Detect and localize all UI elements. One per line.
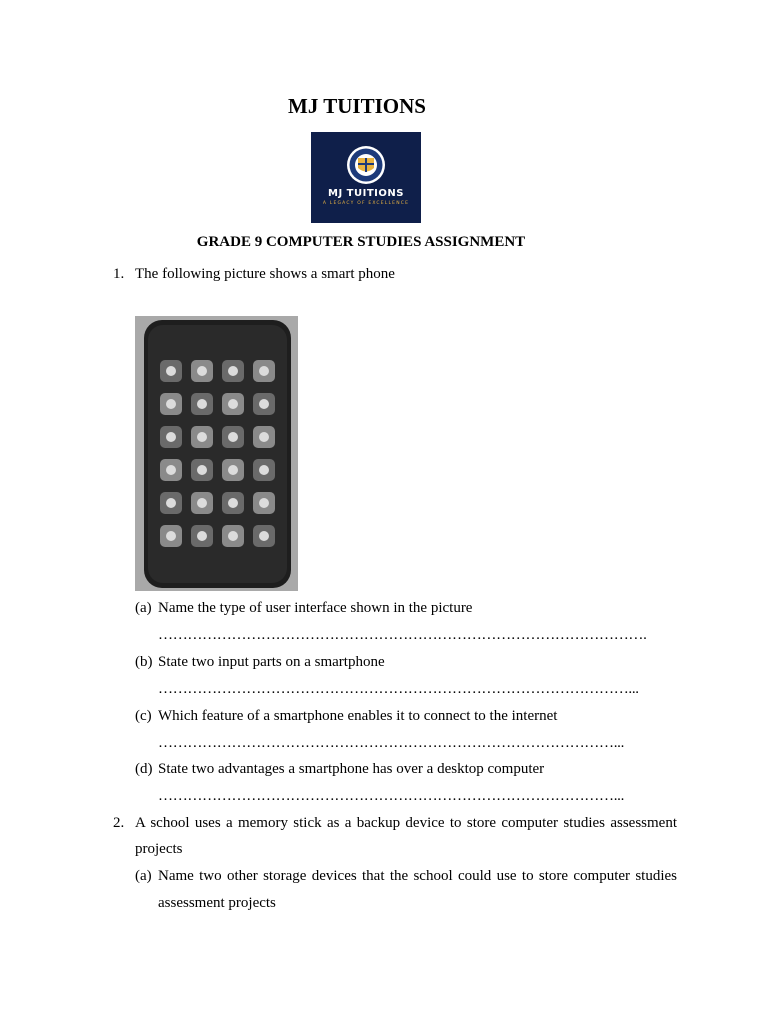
app-icon-glyph [197,432,207,442]
app-icon-glyph [259,399,269,409]
app-icon-glyph [228,432,238,442]
app-icon-glyph [228,366,238,376]
q1b-label: (b) [135,654,153,670]
q2a-label: (a) [135,868,152,884]
question-1-text: The following picture shows a smart phone [135,266,395,282]
q1d-label: (d) [135,761,153,777]
logo-tagline: A LEGACY OF EXCELLENCE [322,201,410,206]
app-icon-glyph [259,531,269,541]
q1b-answer-line[interactable]: ……………………………………………………………………………………... [158,681,639,697]
app-icon-glyph [166,432,176,442]
smartphone-image [135,316,298,591]
q1b-text: State two input parts on a smartphone [158,654,385,670]
app-icon-glyph [259,465,269,475]
app-icon-glyph [259,498,269,508]
q2a-text-line1: Name two other storage devices that the school could use to store computer studies [158,868,677,884]
app-icon-glyph [166,531,176,541]
question-2-text-line1: A school uses a memory stick as a backup device to store computer studies assessment [135,815,677,831]
q1a-text: Name the type of user interface shown in the picture [158,600,473,616]
app-icon-glyph [166,498,176,508]
school-logo [311,132,421,223]
app-icon-glyph [259,432,269,442]
app-icon-glyph [197,366,207,376]
app-icon-glyph [166,399,176,409]
q1c-text: Which feature of a smartphone enables it to connect to the internet [158,708,558,724]
app-icon-glyph [197,399,207,409]
q1d-answer-line[interactable]: …………………………………………………………………………………... [158,788,625,804]
q1c-label: (c) [135,708,152,724]
app-icon-glyph [228,399,238,409]
app-icon-glyph [197,498,207,508]
app-icon-glyph [197,531,207,541]
app-icon-glyph [259,366,269,376]
app-icon-glyph [228,498,238,508]
assignment-title: GRADE 9 COMPUTER STUDIES ASSIGNMENT [196,234,526,250]
q1a-answer-line[interactable]: ………………………………………………………………………………………. [158,627,647,643]
app-icon-glyph [228,465,238,475]
question-2-text-line2: projects [135,841,183,857]
app-icon-glyph [166,366,176,376]
question-2-number: 2. [113,815,125,831]
crest-icon [311,132,421,192]
app-icon-glyph [197,465,207,475]
question-1-number: 1. [113,266,125,282]
q1c-answer-line[interactable]: …………………………………………………………………………………... [158,735,625,751]
smartphone-photo [135,316,298,591]
logo-name: MJ TUITIONS [328,188,404,199]
q2a-text-line2: assessment projects [158,895,276,911]
q1d-text: State two advantages a smartphone has over a desktop computer [158,761,545,777]
page-title: MJ TUITIONS [288,94,426,118]
q1a-label: (a) [135,600,152,616]
app-icon-glyph [166,465,176,475]
app-icon-glyph [228,531,238,541]
